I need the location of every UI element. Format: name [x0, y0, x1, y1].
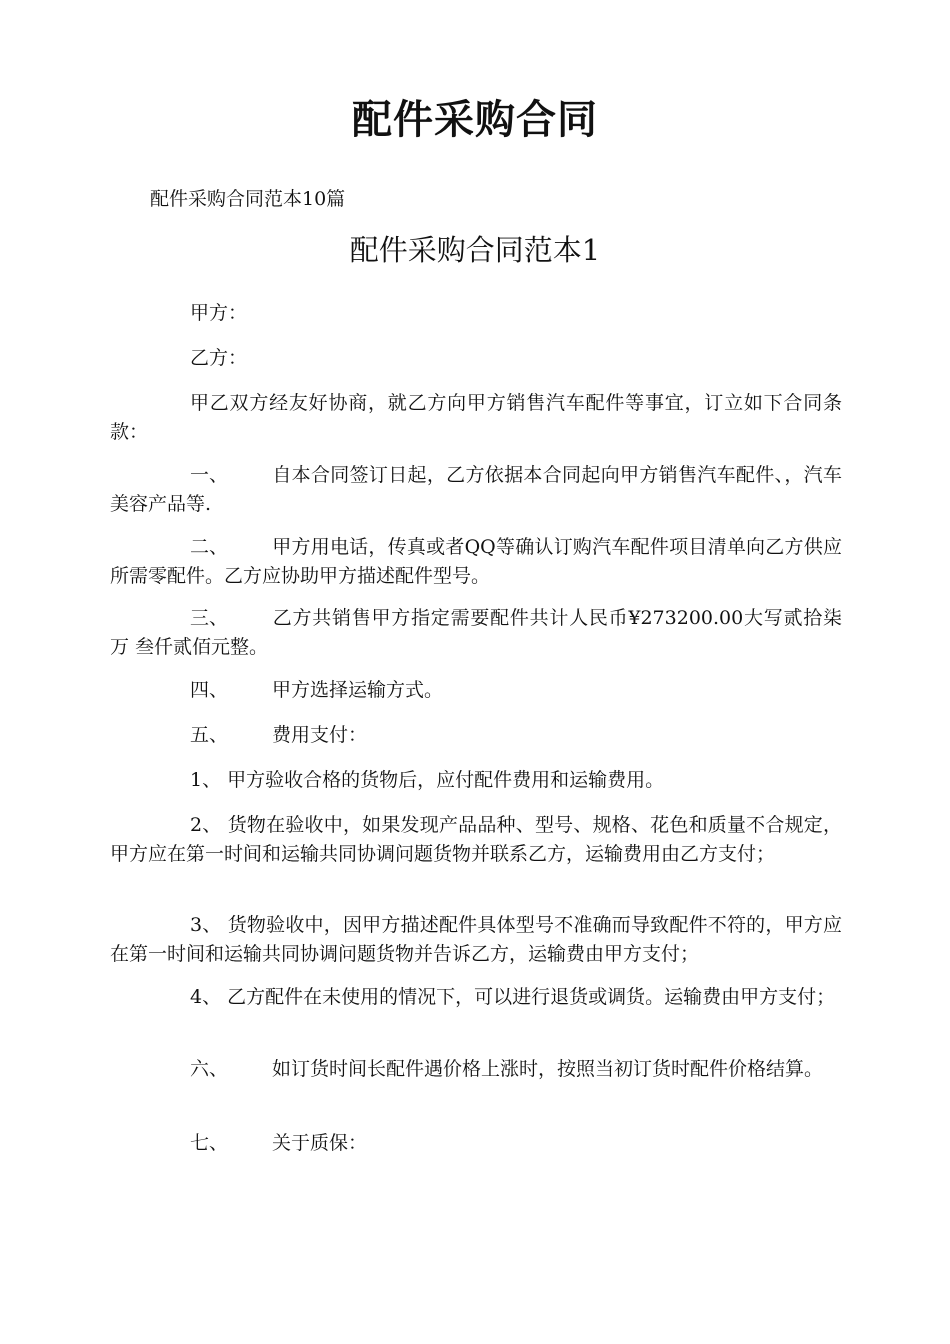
clause-text: 如订货时间长配件遇价格上涨时，按照当初订货时配件价格结算。 [272, 1058, 824, 1080]
clause-text: 自本合同签订日起，乙方依据本合同起向甲方销售汽车配件、，汽车 美容产品等. [110, 464, 842, 515]
clause-text: 乙方共销售甲方指定需要配件共计人民币¥273200.00大写贰拾柒万 叁仟贰佰元整。 [110, 607, 842, 658]
clause-number: 三、 [190, 607, 229, 629]
clause-7 [190, 1129, 842, 1158]
clause-text: 甲方选择运输方式。 [272, 679, 444, 701]
party-a-line [190, 299, 842, 328]
clause-4 [190, 676, 842, 705]
clause-number: 六、 [190, 1058, 229, 1080]
party-b-label: 乙方： [190, 347, 248, 369]
clause-text: 关于质保： [272, 1132, 368, 1154]
clause-number: 七、 [190, 1132, 229, 1154]
clause-number: 二、 [190, 536, 229, 558]
clause-text: 甲方用电话，传真或者QQ等确认订购汽车配件项目清单向乙方供应 所需零配件。乙方应协助甲方描述配件型号。 [110, 536, 842, 587]
party-b-line [190, 344, 842, 373]
clause-number: 五、 [190, 724, 229, 746]
section-heading: 配件采购合同范本1 [349, 233, 601, 267]
payment-item-2: 2、 货物在验收中，如果发现产品品种、型号、规格、花色和质量不合规定，甲方应在第一时间和运输共同协调问题货物并联系乙方，运输费用由乙方支付； [110, 814, 842, 865]
clause-2 [110, 533, 842, 591]
document-title: 配件采购合同 [352, 97, 598, 143]
party-a-label: 甲方： [190, 302, 248, 324]
payment-item-4: 4、 乙方配件在未使用的情况下，可以进行退货或调货。运输费由甲方支付； [190, 986, 836, 1008]
clause-number: 四、 [190, 679, 229, 701]
clause-1 [110, 461, 842, 519]
payment-item-3: 3、 货物验收中，因甲方描述配件具体型号不准确而导致配件不符的，甲方应在第一时间和运输共同协调问题货物并告诉乙方，运输费由甲方支付； [110, 914, 842, 965]
payment-item-1: 1、 甲方验收合格的货物后，应付配件费用和运输费用。 [190, 769, 665, 791]
clause-5 [190, 721, 842, 750]
document-subtitle: 配件采购合同范本10篇 [150, 188, 346, 210]
clause-text: 费用支付： [272, 724, 368, 746]
clause-number: 一、 [190, 464, 229, 486]
intro-paragraph: 甲乙双方经友好协商，就乙方向甲方销售汽车配件等事宜，订立如下合同条款： [110, 392, 842, 443]
clause-6 [190, 1055, 842, 1084]
clause-3 [110, 604, 842, 662]
